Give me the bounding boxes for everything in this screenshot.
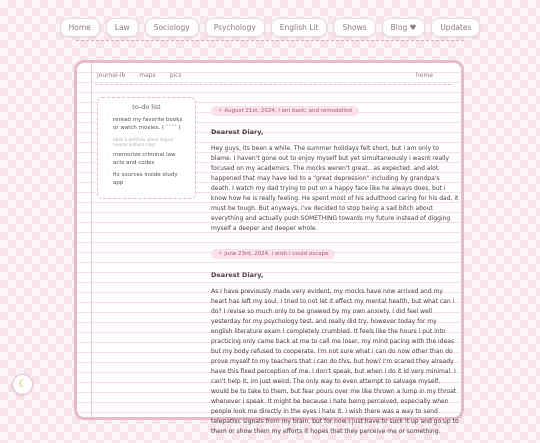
- todo-item: · fix sources inside study app: [113, 172, 188, 187]
- diary-entry: [211, 97, 459, 234]
- todo-card: [97, 97, 196, 199]
- todo-list: [105, 117, 188, 187]
- diary-entries: [211, 97, 459, 443]
- nav-psychology[interactable]: Psychology: [205, 18, 265, 37]
- entry-paragraph: Hey guys, its been a while. The summer holidays felt short, but i am only to blame. I haven't gone out to enjoy myself but yet simultaneously i wasnt really focused on my academics. The mocks weren't great.. as expected. and alot happened that may have led to a "great depression" including by grandpa's death. I watch my dad trying to put on a happy face like he always does, but i know how he is really feeling. He spent most of his adulthood caring for his dad, it must be tough. But anyways, i've decided to stop being a sad bitch about everything and actually push SOMETHING towards my future instead of digging myself a deeper and deeper whole.: [211, 145, 459, 232]
- todo-item: · reread my favorite books or watch movies. ( ˘˘˘˘ ): [113, 117, 188, 132]
- nav-home[interactable]: Home: [60, 18, 100, 37]
- diary-link-journal[interactable]: journal-ib: [97, 72, 126, 79]
- entry-greeting: Dearest Diary,: [211, 271, 264, 279]
- top-navigation: [0, 18, 540, 37]
- entry-greeting: Dearest Diary,: [211, 128, 264, 136]
- nav-law[interactable]: Law: [106, 18, 139, 37]
- entry-date: ✧ August 21st, 2024, i am back, and remodelled: [211, 106, 359, 116]
- diary-link-pics[interactable]: pics: [169, 72, 182, 79]
- todo-item: · table & portfolio about impact several authors class: [113, 137, 188, 147]
- nav-divider: [76, 40, 464, 41]
- dark-mode-toggle[interactable]: [12, 374, 33, 395]
- diary-panel: [74, 60, 464, 435]
- nav-updates[interactable]: Updates: [431, 18, 480, 37]
- diary-link-maps[interactable]: maps: [139, 72, 156, 79]
- todo-item: · memorize criminal law acts and codes: [113, 152, 188, 167]
- diary-subnav: [97, 72, 194, 79]
- diary-link-home[interactable]: home: [415, 72, 433, 79]
- nav-blog[interactable]: Blog ♥: [382, 18, 426, 37]
- nav-sociology[interactable]: Sociology: [145, 18, 199, 37]
- nav-shows[interactable]: Shows: [333, 18, 375, 37]
- diary-entry: [211, 240, 459, 437]
- diary-nav-divider: [95, 84, 451, 85]
- entry-paragraph: As I have previously made very evident, my mocks have now arrived and my heart has left my soul. I tried to not let it effect my mental health, but what can i do? I revise so much only to be gnawed by my own anxiety. I did feel well yesterday for my psychology test, and really did try, however today for my english literature exam I completely crumbled. It feels like the hours i put into practicing only came back at me to call me loser, my mind pacing with the ideas but my body refused to cooperate. I'm not sure what i can do now other than do prove myself to my teachers that i can do this, but how? I'm scared they already have this fixed perception of me. I don't speak, but when i do it id very minimal. I can't help it, im just weird. The only way to even attempt to salvage myself, would be to take to them, but fear pours over me like thrown a lump in my throat whenever i speak. It might be because i hate being perceived, especially when people look me directly in the eyes i hate it. I wish there was a way to send telepathic signals from my brain, but for now i just have to suck it up and go up to them or show them my efforts it hopes that they perceive me or something.: [211, 288, 459, 435]
- notebook-margin-line: [91, 63, 92, 417]
- todo-title: to-do list: [132, 103, 161, 111]
- nav-english-lit[interactable]: English Lit: [271, 18, 328, 37]
- moon-icon: ☾: [18, 379, 27, 390]
- entry-date: ✧ june 23rd, 2024, i wish i could escape: [211, 249, 335, 259]
